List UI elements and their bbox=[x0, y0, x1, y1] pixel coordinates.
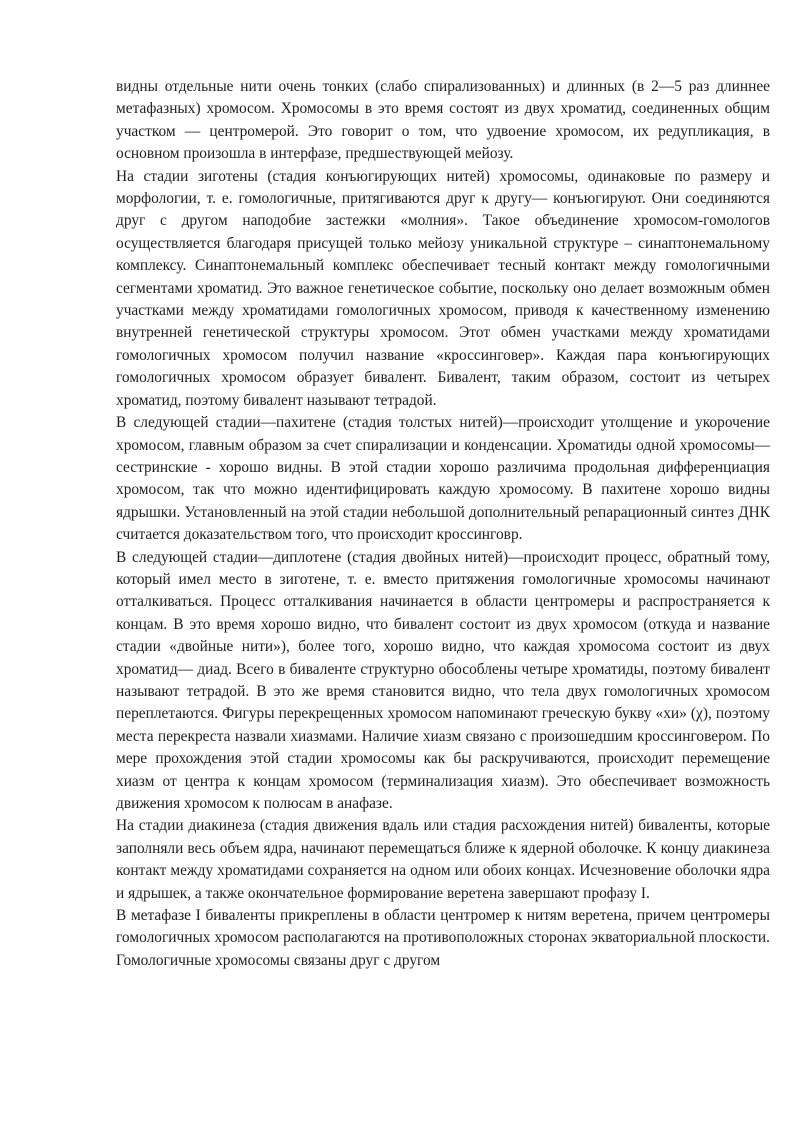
document-page bbox=[116, 76, 770, 972]
paragraph-diplotene: В следующей стадии—диплотене (стадия двойных нитей)—происходит процесс, обратный тому, который имел место в зиготене, т. е. вместо притяжения гомологичные хромосомы начинают отталкиваться. Процесс отталкивания начинается в области центромеры и распространяется к концам. В это время хорошо видно, что бивалент состоит из двух хромосом (откуда и название стадии «двойные нити»), более того, хорошо видно, что каждая хромосома состоит из двух хроматид— диад. Всего в биваленте структурно обособлены четыре хроматиды, поэтому бивалент называют тетрадой. В это же время становится видно, что тела двух гомологичных хромосом переплетаются. Фигуры перекрещенных хромосом напоминают греческую букву «хи» (χ), поэтому места перекреста назвали хиазмами. Наличие хиазм связано с произошедшим кроссинговером. По мере прохождения этой стадии хромосомы как бы раскручиваются, происходит перемещение хиазм от центра к концам хромосом (терминализация хиазм). Это обеспечивает возможность движения хромосом к полюсам в анафазе. bbox=[116, 548, 770, 812]
paragraph-leptotene-continuation: видны отдельные нити очень тонких (слабо спирализованных) и длинных (в 2—5 раз длиннее метафазных) хромосом. Хромосомы в это время состоят из двух хроматид, соединенных общим участком — центромерой. Это говорит о том, что удвоение хромосом, их редупликация, в основном произошла в интерфазе, предшествующей мейозу. bbox=[116, 78, 770, 163]
paragraph-metaphase-one: В метафазе I биваленты прикреплены в области центромер к нитям веретена, причем центромеры гомологичных хромосом располагаются на противоположных сторонах экваториальной плоскости. Гомологичные хромосомы связаны друг с другом bbox=[116, 907, 770, 969]
paragraph-pachytene: В следующей стадии—пахитене (стадия толстых нитей)—происходит утолщение и укорочение хромосом, главным образом за счет спирализации и конденсации. Хроматиды одной хромосомы—сестринские - хорошо видны. В этой стадии хорошо различима продольная дифференциация хромосом, так что можно идентифицировать каждую хромосому. В пахитене хорошо видны ядрышки. Установленный на этой стадии небольшой дополнительный репарационный синтез ДНК считается доказательством того, что происходит кроссинговр. bbox=[116, 414, 770, 544]
paragraph-zygotene: На стадии зиготены (стадия конъюгирующих нитей) хромосомы, одинаковые по размеру и морфологии, т. е. гомологичные, притягиваются друг к другу— конъюгируют. Они соединяются друг с другом наподобие застежки «молния». Такое объединение хромосом-гомологов осуществляется благодаря присущей только мейозу уникальной структуре – синаптонемальному комплексу. Синаптонемальный комплекс обеспечивает тесный контакт между гомологичными сегментами хроматид. Это важное генетическое событие, поскольку оно делает возможным обмен участками между хроматидами гомологичных хромосом, приводя к качественному изменению внутренней генетической структуры хромосом. Этот обмен участками между хроматидами гомологичных хромосом получил название «кроссинговер». Каждая пара конъюгирующих гомологичных хромосом образует бивалент. Бивалент, таким образом, состоит из четырех хроматид, поэтому бивалент называют тетрадой. bbox=[116, 167, 770, 409]
paragraph-diakinesis: На стадии диакинеза (стадия движения вдаль или стадия расхождения нитей) биваленты, которые заполняли весь объем ядра, начинают перемещаться ближе к ядерной оболочке. К концу диакинеза контакт между хроматидами сохраняется на одном или обоих концах. Исчезновение оболочки ядра и ядрышек, а также окончательное формирование веретена завершают профазу I. bbox=[116, 817, 770, 902]
